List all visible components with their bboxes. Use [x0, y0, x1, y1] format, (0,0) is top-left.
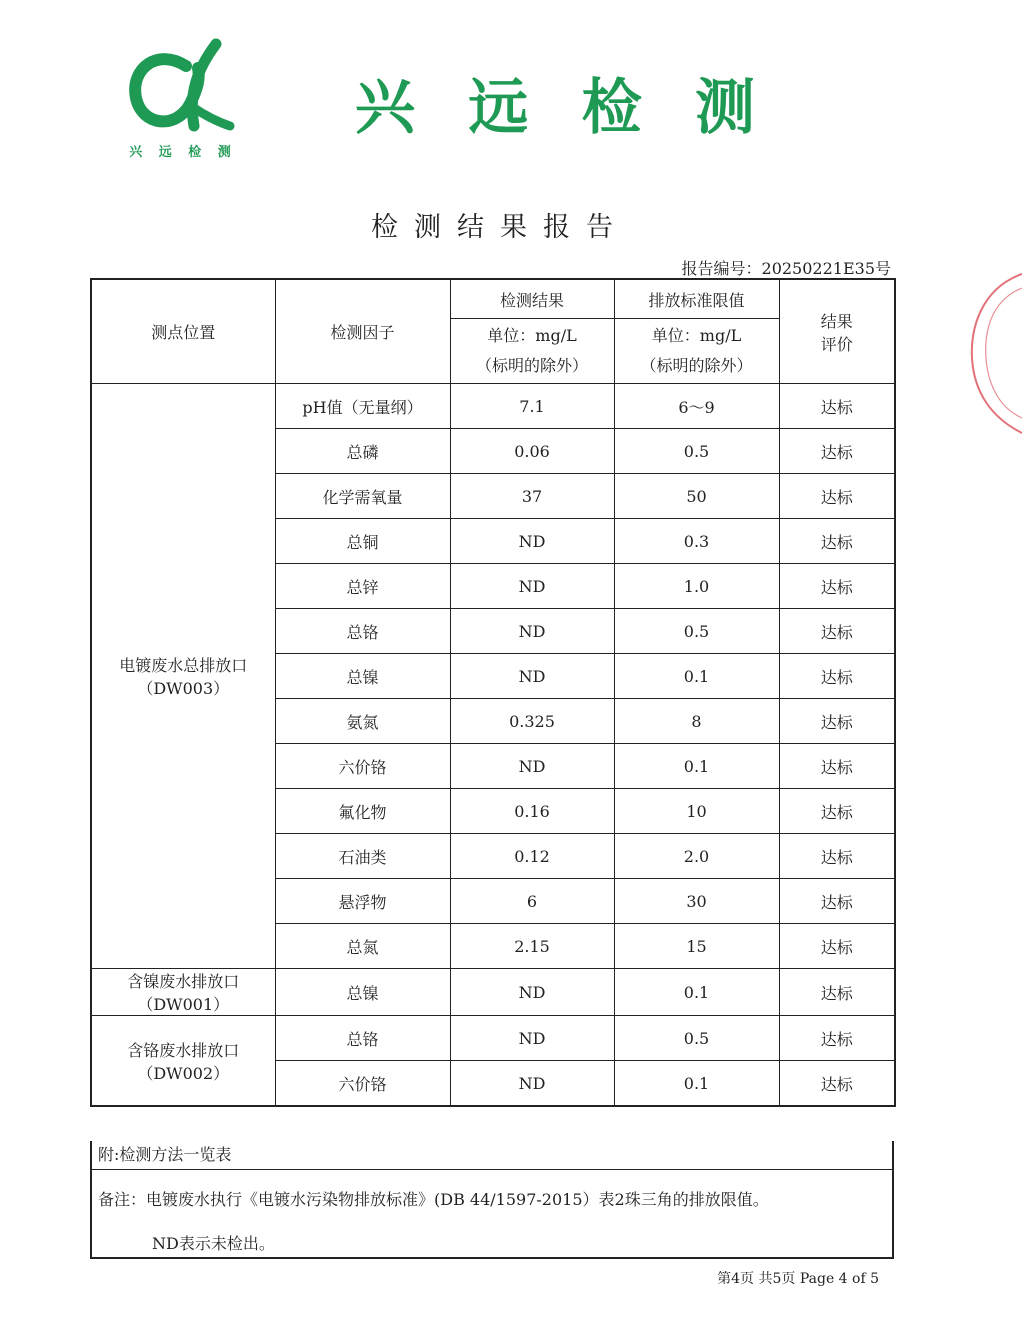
limit-cell: 0.1: [614, 969, 779, 1016]
limit-unit-note: （标明的除外）: [640, 356, 753, 375]
result-unit: 单位：mg/L: [487, 326, 577, 345]
nd-note: ND表示未检出。: [152, 1234, 275, 1253]
header-result: 检测结果: [450, 279, 614, 319]
factor-cell: 氟化物: [275, 789, 450, 834]
table-row: [91, 969, 895, 1016]
eval-cell: 达标: [779, 384, 895, 429]
limit-cell: 8: [614, 699, 779, 744]
eval-cell: 达标: [779, 519, 895, 564]
limit-cell: 6～9: [614, 384, 779, 429]
header-evaluation-line1: 结果: [820, 311, 853, 331]
eval-cell: 达标: [779, 1061, 895, 1107]
limit-cell: 1.0: [614, 564, 779, 609]
brand-char: 测: [694, 73, 755, 143]
location-cell: [91, 384, 275, 969]
result-cell: ND: [450, 744, 614, 789]
eval-cell: 达标: [779, 474, 895, 519]
eval-cell: 达标: [779, 744, 895, 789]
factor-cell: 总镍: [275, 969, 450, 1016]
seal-stamp-icon: [962, 268, 1022, 438]
report-number: 报告编号：20250221E35号: [681, 259, 891, 278]
factor-cell: 总镍: [275, 654, 450, 699]
logo-mark-icon: [128, 38, 238, 138]
eval-cell: 达标: [779, 609, 895, 654]
limit-cell: 0.5: [614, 609, 779, 654]
company-logo: [128, 38, 238, 162]
factor-cell: 六价铬: [275, 744, 450, 789]
header-limit-unit: [614, 319, 779, 384]
factor-cell: 石油类: [275, 834, 450, 879]
factor-cell: pH值（无量纲）: [275, 384, 450, 429]
header-result-unit: [450, 319, 614, 384]
factor-cell: 六价铬: [275, 1061, 450, 1107]
location-code: （DW003）: [137, 679, 230, 698]
factor-cell: 氨氮: [275, 699, 450, 744]
location-name: 电镀废水总排放口: [119, 656, 248, 675]
eval-cell: 达标: [779, 834, 895, 879]
result-cell: 6: [450, 879, 614, 924]
table-row: [91, 1016, 895, 1061]
factor-cell: 总铬: [275, 1016, 450, 1061]
location-cell: [91, 1016, 275, 1107]
brand-char: 远: [468, 73, 529, 143]
page-footer: 第4页 共5页 Page 4 of 5: [717, 1271, 879, 1287]
location-code: （DW002）: [137, 1063, 230, 1083]
factor-cell: 总锌: [275, 564, 450, 609]
limit-cell: 0.5: [614, 429, 779, 474]
eval-cell: 达标: [779, 789, 895, 834]
eval-cell: 达标: [779, 879, 895, 924]
brand-char: 检: [581, 73, 642, 143]
limit-cell: 0.1: [614, 1061, 779, 1107]
eval-cell: 达标: [779, 1016, 895, 1061]
eval-cell: 达标: [779, 654, 895, 699]
location-code: （DW001）: [137, 995, 230, 1014]
remark-text: 备注：电镀废水执行《电镀水污染物排放标准》(DB 44/1597-2015）表2珠三角的排放限值。: [98, 1190, 769, 1209]
factor-cell: 总磷: [275, 429, 450, 474]
header-location: 测点位置: [91, 279, 275, 384]
result-cell: 0.325: [450, 699, 614, 744]
location-name: 含镍废水排放口: [127, 972, 240, 991]
limit-cell: 30: [614, 879, 779, 924]
remark-block: [92, 1170, 892, 1274]
brand-name: [355, 60, 755, 143]
result-cell: ND: [450, 564, 614, 609]
table-row: [91, 384, 895, 429]
limit-cell: 15: [614, 924, 779, 969]
brand-char: 兴: [355, 73, 415, 143]
eval-cell: 达标: [779, 699, 895, 744]
page-title: 检测结果报告: [371, 212, 629, 243]
result-cell: 2.15: [450, 924, 614, 969]
factor-cell: 总铜: [275, 519, 450, 564]
result-cell: ND: [450, 1016, 614, 1061]
limit-cell: 2.0: [614, 834, 779, 879]
result-cell: 7.1: [450, 384, 614, 429]
result-unit-note: （标明的除外）: [475, 356, 588, 375]
factor-cell: 悬浮物: [275, 879, 450, 924]
result-cell: 0.12: [450, 834, 614, 879]
eval-cell: 达标: [779, 924, 895, 969]
limit-cell: 0.1: [614, 744, 779, 789]
appendix-note: 附:检测方法一览表: [92, 1141, 892, 1170]
header-factor: 检测因子: [275, 279, 450, 384]
limit-cell: 50: [614, 474, 779, 519]
result-cell: ND: [450, 969, 614, 1016]
limit-unit: 单位：mg/L: [651, 326, 742, 345]
logo-caption: 兴 远 检 测: [129, 145, 237, 160]
limit-cell: 0.5: [614, 1016, 779, 1061]
results-table: [90, 278, 896, 1107]
limit-cell: 0.3: [614, 519, 779, 564]
result-cell: 0.06: [450, 429, 614, 474]
header-evaluation-line2: 评价: [820, 334, 853, 354]
result-cell: 0.16: [450, 789, 614, 834]
result-cell: ND: [450, 1061, 614, 1107]
eval-cell: 达标: [779, 564, 895, 609]
eval-cell: 达标: [779, 429, 895, 474]
limit-cell: 10: [614, 789, 779, 834]
limit-cell: 0.1: [614, 654, 779, 699]
factor-cell: 化学需氧量: [275, 474, 450, 519]
result-cell: ND: [450, 519, 614, 564]
factor-cell: 总铬: [275, 609, 450, 654]
header-limit: 排放标准限值: [614, 279, 779, 319]
location-cell: [91, 969, 275, 1016]
eval-cell: 达标: [779, 969, 895, 1016]
result-cell: ND: [450, 654, 614, 699]
notes-section: [90, 1141, 894, 1259]
location-name: 含铬废水排放口: [127, 1040, 240, 1060]
result-cell: 37: [450, 474, 614, 519]
result-cell: ND: [450, 609, 614, 654]
factor-cell: 总氮: [275, 924, 450, 969]
header-evaluation: [779, 279, 895, 384]
